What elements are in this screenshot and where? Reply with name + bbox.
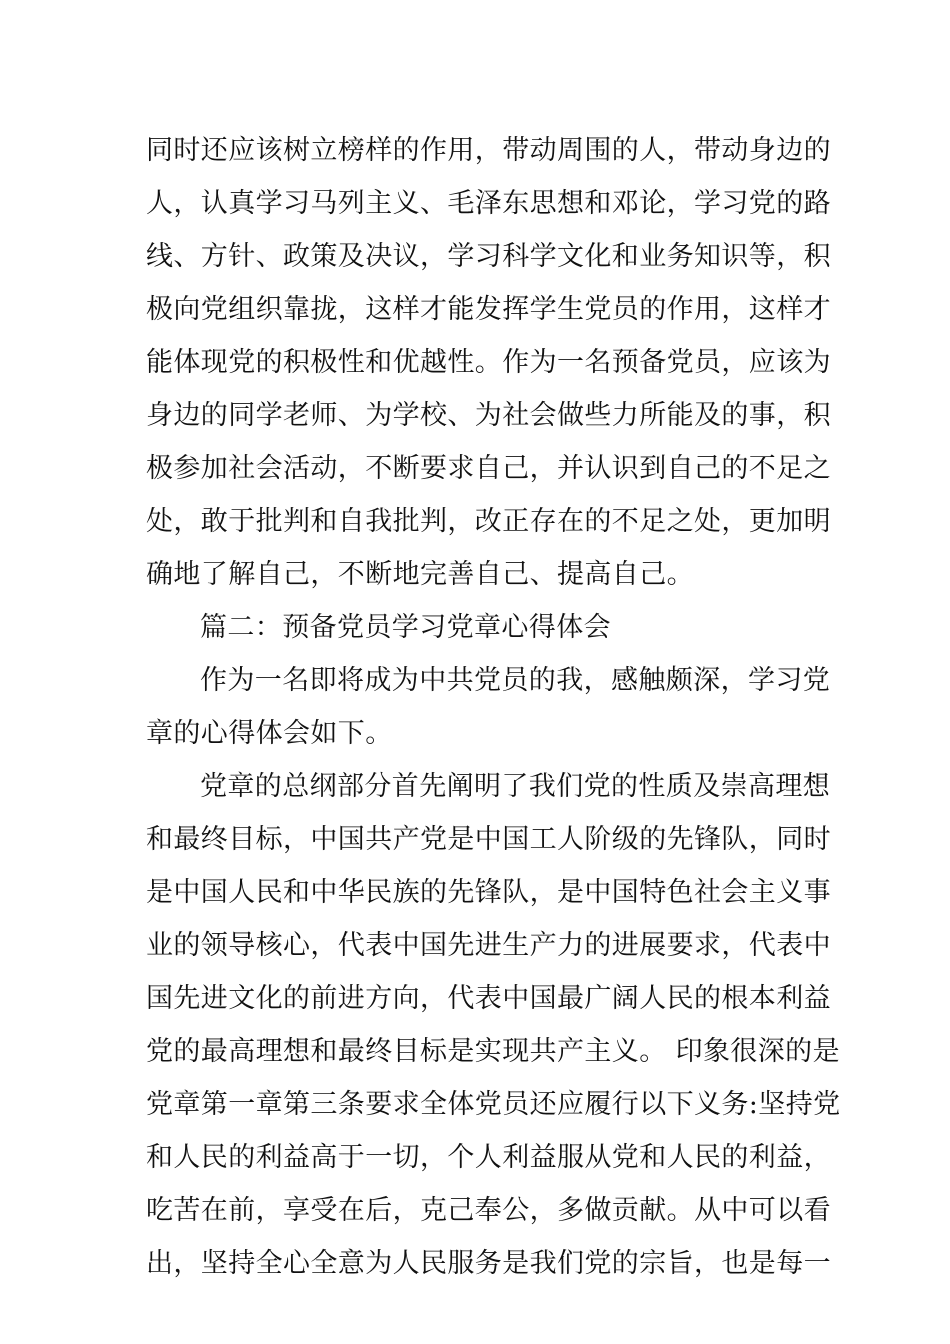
text-line: 和最终目标，中国共产党是中国工人阶级的先锋队，同时 xyxy=(146,824,831,855)
text-line: 处，敢于批判和自我批判，改正存在的不足之处，更加明 xyxy=(146,506,831,537)
text-line: 作为一名即将成为中共党员的我，感触颇深，学习党 xyxy=(200,665,831,696)
text-line: 业的领导核心，代表中国先进生产力的进展要求，代表中 xyxy=(146,930,831,961)
text-line: 党的最高理想和最终目标是实现共产主义。 印象很深的是 xyxy=(146,1036,840,1067)
paragraph-body xyxy=(146,760,841,1290)
text-line: 身边的同学老师、为学校、为社会做些力所能及的事，积 xyxy=(146,400,831,431)
text-line: 能体现党的积极性和优越性。作为一名预备党员，应该为 xyxy=(146,347,831,378)
text-line: 同时还应该树立榜样的作用，带动周围的人，带动身边的 xyxy=(146,135,831,166)
text-line: 是中国人民和中华民族的先锋队，是中国特色社会主义事 xyxy=(146,877,831,908)
text-line: 确地了解自己，不断地完善自己、提高自己。 xyxy=(146,559,694,590)
text-line: 人，认真学习马列主义、毛泽东思想和邓论，学习党的路 xyxy=(146,188,831,219)
text-line: 极参加社会活动，不断要求自己，并认识到自己的不足之 xyxy=(146,453,831,484)
paragraph-continued xyxy=(146,124,831,601)
text-line: 和人民的利益高于一切，个人利益服从党和人民的利益， xyxy=(146,1142,831,1173)
text-line: 党章的总纲部分首先阐明了我们党的性质及崇高理想 xyxy=(200,771,831,802)
text-line: 线、方针、政策及决议，学习科学文化和业务知识等，积 xyxy=(146,241,831,272)
heading-text: 篇二：预备党员学习党章心得体会 xyxy=(200,612,611,643)
text-line: 吃苦在前，享受在后，克己奉公，多做贡献。从中可以看 xyxy=(146,1195,831,1226)
text-line: 出，坚持全心全意为人民服务是我们党的宗旨，也是每一 xyxy=(146,1248,831,1279)
text-line: 国先进文化的前进方向，代表中国最广阔人民的根本利益 xyxy=(146,983,831,1014)
document-body xyxy=(146,124,841,1290)
paragraph-intro xyxy=(146,654,831,760)
section-heading xyxy=(146,601,806,654)
text-line: 章的心得体会如下。 xyxy=(146,718,393,749)
text-line: 极向党组织靠拢，这样才能发挥学生党员的作用，这样才 xyxy=(146,294,831,325)
text-line: 党章第一章第三条要求全体党员还应履行以下义务:坚持党 xyxy=(146,1089,841,1120)
